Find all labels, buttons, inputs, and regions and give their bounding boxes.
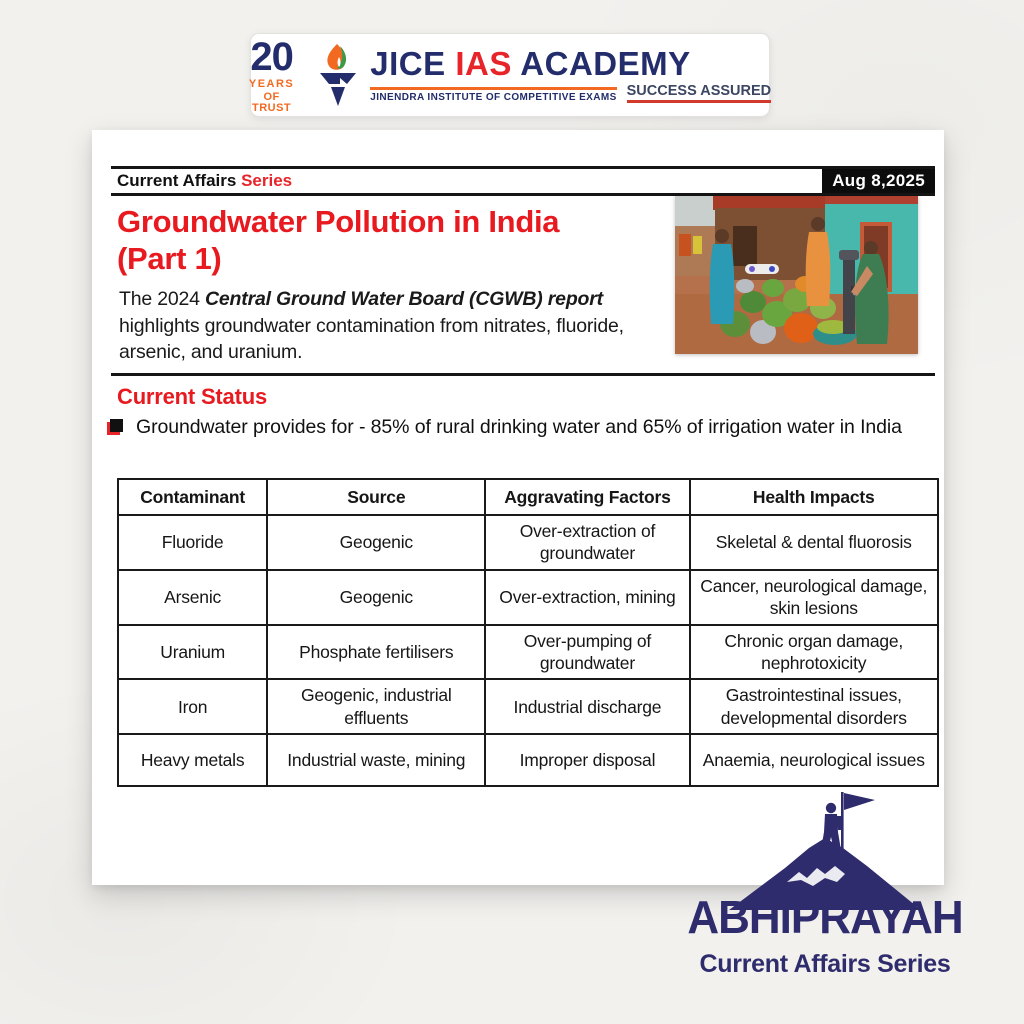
table-row [118,734,938,786]
page-title-line2: (Part 1) [117,240,222,276]
table-cell: Improper disposal [485,734,689,786]
series-topbar [111,166,935,196]
tagline: SUCCESS ASSURED [627,84,772,104]
table-cell: Geogenic, industrial effluents [267,679,485,734]
series-title [111,171,292,191]
page-title-line1: Groundwater Pollution in India [117,204,560,239]
table-cell: Phosphate fertilisers [267,625,485,680]
col-header-aggravating-factors: Aggravating Factors [485,479,689,515]
table-cell: Iron [118,679,267,734]
table-cell: Fluoride [118,515,267,570]
current-status-heading: Current Status [117,384,267,409]
section-divider [111,373,935,376]
col-header-health-impacts: Health Impacts [690,479,938,515]
bullet-square-icon [110,419,123,432]
col-header-contaminant: Contaminant [118,479,267,515]
page-title [117,204,559,277]
table-cell: Skeletal & dental fluorosis [690,515,938,570]
abhiprayah-wordmark: ABHIPRAYAH [687,891,963,944]
table-cell: Arsenic [118,570,267,625]
table-row [118,679,938,734]
contaminants-table-wrap [117,478,939,787]
intro-paragraph [119,286,669,366]
table-cell: Over-extraction of groundwater [485,515,689,570]
content-card [92,130,944,885]
table-cell: Geogenic [267,570,485,625]
years-word: YEARS [248,77,295,90]
brand-header [250,33,770,117]
status-bullet-text: Groundwater provides for - 85% of rural drinking water and 65% of irrigation water in India [136,416,902,438]
footer-series-label: Current Affairs Series [699,950,951,978]
intro-suffix: highlights groundwater contamination from nitrates, fluoride, arsenic, and uranium. [119,314,624,364]
contaminants-table-body [118,515,938,786]
village-handpump-photo [675,196,918,354]
col-header-source: Source [267,479,485,515]
brand-text-block [370,44,772,104]
table-cell: Gastrointestinal issues, developmental disorders [690,679,938,734]
table-cell: Uranium [118,625,267,680]
series-title-red: Series [241,171,293,190]
table-row [118,515,938,570]
table-cell: Cancer, neurological damage, skin lesions [690,570,938,625]
abhiprayah-logo [672,790,978,979]
date-badge: Aug 8,2025 [822,169,935,193]
table-cell: Industrial discharge [485,679,689,734]
status-bullet-item [110,414,928,440]
table-row [118,570,938,625]
name-academy: ACADEMY [520,44,691,82]
name-jice: JICE [370,44,446,82]
table-cell: Chronic organ damage, nephrotoxicity [690,625,938,680]
table-header-row [118,479,938,515]
intro-prefix: The 2024 [119,288,206,310]
years-of-trust-badge [248,34,295,114]
contaminants-table [117,478,939,787]
name-ias: IAS [455,44,512,82]
table-cell: Anaemia, neurological issues [690,734,938,786]
table-cell: Industrial waste, mining [267,734,485,786]
academy-name [370,44,771,82]
years-number: 20 [250,34,293,79]
table-cell: Geogenic [267,515,485,570]
intro-emphasis: Central Ground Water Board (CGWB) report [205,288,603,310]
table-cell: Heavy metals [118,734,267,786]
torch-icon [318,43,358,107]
series-title-black: Current Affairs [117,171,237,190]
institute-line: JINENDRA INSTITUTE OF COMPETITIVE EXAMS [370,87,616,103]
table-row [118,625,938,680]
table-cell: Over-extraction, mining [485,570,689,625]
table-cell: Over-pumping of groundwater [485,625,689,680]
trust-word: OF TRUST [251,90,292,114]
